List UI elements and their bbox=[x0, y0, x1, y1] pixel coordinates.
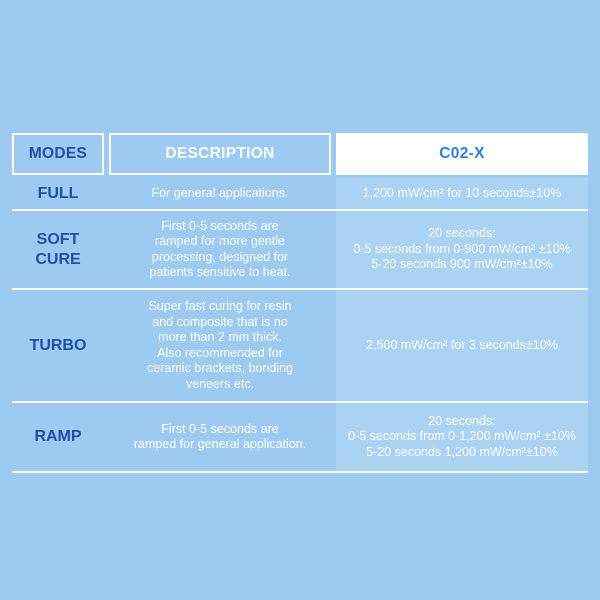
spec-cell bbox=[336, 403, 588, 471]
description-line: First 0-5 seconds are bbox=[161, 218, 279, 233]
description-cell bbox=[109, 178, 331, 209]
description-line: and composite that is no bbox=[152, 314, 288, 329]
description-line: patients sensitive to heat. bbox=[149, 265, 291, 279]
table-header bbox=[12, 133, 588, 175]
modes-table bbox=[12, 133, 588, 473]
mode-cell bbox=[12, 211, 104, 288]
mode-label: RAMP bbox=[34, 428, 82, 445]
mode-cell bbox=[12, 403, 104, 471]
spec-cell bbox=[336, 178, 588, 209]
spec-line: 0-5 seconds from 0-900 mW/cm² ±10% bbox=[353, 241, 571, 256]
header-description: DESCRIPTION bbox=[109, 133, 331, 175]
table-row-full bbox=[12, 178, 588, 211]
mode-label: CURE bbox=[35, 250, 81, 268]
description-line: processing, designed for bbox=[151, 249, 289, 264]
table-row-turbo bbox=[12, 290, 588, 403]
spec-cell bbox=[336, 290, 588, 401]
mode-label: SOFT bbox=[36, 230, 80, 248]
description-line: ramped for general application. bbox=[133, 437, 307, 451]
spec-line: 20 seconds: bbox=[428, 226, 496, 241]
spec-line: 2,500 mW/cm² for 3 seconds±10% bbox=[366, 337, 558, 352]
spec-line: 5-20 seconds 1,200 mW/cm²±10% bbox=[366, 444, 558, 459]
description-line: more than 2 mm thick. bbox=[158, 330, 282, 344]
mode-label: TURBO bbox=[29, 336, 87, 354]
spec-line: 0-5 seconds from 0-1,200 mW/cm² ±10% bbox=[348, 429, 576, 444]
header-modes: MODES bbox=[12, 133, 104, 175]
spec-line: 5-20 seconds 900 mW/cm²±10% bbox=[371, 257, 553, 272]
description-line: ramped for more gentle bbox=[155, 234, 285, 248]
mode-cell bbox=[12, 178, 104, 209]
table-row-ramp bbox=[12, 403, 588, 473]
description-cell bbox=[109, 211, 331, 288]
mode-label: FULL bbox=[37, 184, 79, 202]
description-cell bbox=[109, 403, 331, 471]
table-row-soft-cure bbox=[12, 211, 588, 290]
description-line: Super fast curing for resin bbox=[148, 299, 292, 313]
description-line: ceramic brackets, bonding bbox=[147, 361, 293, 375]
description-line: veneers etc. bbox=[185, 376, 255, 391]
description-cell bbox=[109, 290, 331, 401]
description-line: For general applications. bbox=[151, 185, 289, 200]
spec-cell bbox=[336, 211, 588, 288]
header-product: C02-X bbox=[336, 133, 588, 175]
description-line: Also recommended for bbox=[157, 345, 283, 360]
mode-cell bbox=[12, 290, 104, 401]
spec-line: 20 seconds: bbox=[428, 413, 496, 428]
description-line: First 0-5 seconds are bbox=[161, 421, 279, 436]
spec-line: 1,200 mW/cm² for 10 seconds±10% bbox=[362, 185, 562, 200]
